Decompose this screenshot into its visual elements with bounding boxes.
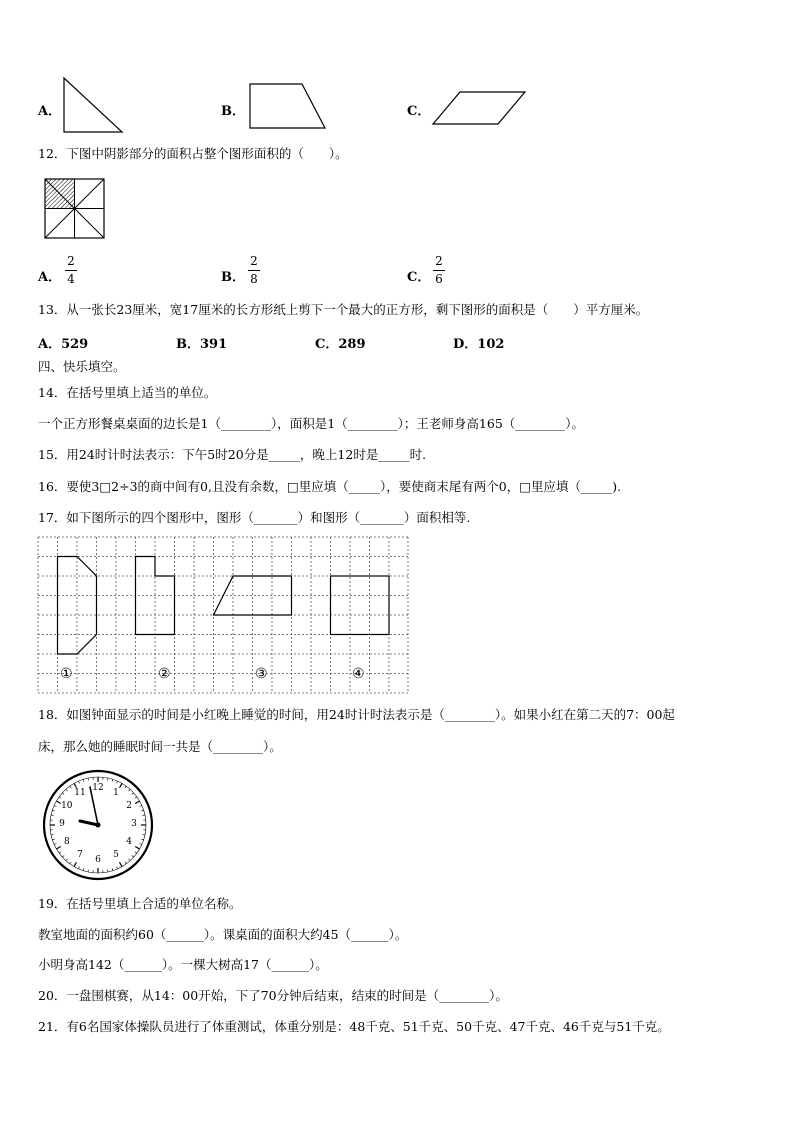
- clock-numeral: 11: [74, 787, 86, 798]
- shape-label-3: ③: [255, 666, 268, 682]
- clock-numeral: 7: [77, 850, 83, 861]
- right-triangle-shape: [62, 76, 124, 134]
- parallelogram-shape: [432, 90, 527, 126]
- shape-label-1: ①: [60, 666, 73, 682]
- question-15: 15．用24时计时法表示：下午5时20分是_____，晚上12时是_____时.: [38, 447, 427, 462]
- question-21: 21．有6名国家体操队员进行了体重测试，体重分别是：48千克、51千克、50千克、47千克、46千克与51千克。: [38, 1019, 670, 1034]
- shape-label-4: ④: [352, 666, 365, 682]
- option-b-label: B．: [221, 104, 245, 119]
- question-14-stem: 14．在括号里填上适当的单位。: [38, 385, 217, 400]
- fraction-c-numerator: 2: [435, 254, 443, 268]
- question-14-line: 一个正方形餐桌桌面的边长是1（________），面积是1（________）；王老师身高165（________）。: [38, 416, 585, 431]
- clock-numeral: 2: [126, 801, 133, 811]
- question-19-line-1: 教室地面的面积约60（______）。课桌面的面积大约45（______）。: [38, 927, 408, 942]
- fraction-b-denominator: 8: [250, 272, 258, 286]
- question-20: 20．一盘围棋赛，从14：00开始，下了70分钟后结束，结束的时间是（________）。: [38, 988, 508, 1003]
- clock-numeral: 3: [131, 819, 137, 829]
- fraction-c-denominator: 6: [435, 272, 443, 286]
- option-a-label: A．: [38, 104, 62, 119]
- q13-option-b: B．391: [176, 337, 228, 352]
- clock-numeral: 1: [113, 787, 119, 798]
- clock-face: [42, 769, 154, 881]
- square-octant-figure: [44, 178, 106, 240]
- shape-label-2: ②: [158, 666, 171, 682]
- clock-numeral: 10: [61, 801, 73, 811]
- clock-numeral: 5: [113, 850, 119, 861]
- trapezoid-shape: [248, 82, 328, 130]
- question-13-stem: 13．从一张长23厘米，宽17厘米的长方形纸上剪下一个最大的正方形，剩下图形的面积是（ ）平方厘米。: [38, 302, 649, 317]
- question-12-stem: 12．下图中阴影部分的面积占整个图形面积的（ ）。: [38, 146, 348, 161]
- fraction-b: [247, 255, 261, 286]
- clock-numeral: 6: [95, 855, 101, 865]
- q12-option-c-label: C．: [407, 270, 431, 285]
- fraction-b-numerator: 2: [250, 254, 258, 268]
- q13-option-c: C．289: [315, 337, 366, 352]
- fraction-c: [432, 255, 446, 286]
- clock-numeral: 8: [63, 837, 70, 847]
- q13-option-a: A．529: [38, 337, 89, 352]
- fraction-a-numerator: 2: [67, 254, 75, 268]
- shape-4: [331, 576, 390, 635]
- question-19-line-2: 小明身高142（______）。一棵大树高17（______）。: [38, 957, 328, 972]
- clock-numeral: 4: [126, 837, 133, 847]
- clock-numeral: 12: [92, 783, 104, 793]
- fraction-a-denominator: 4: [67, 272, 75, 286]
- question-16: 16．要使3□2÷3的商中间有0,且没有余数，□里应填（_____），要使商末尾有两个0，□里应填（_____).: [38, 479, 622, 494]
- question-18-line-1: 18．如图钟面显示的时间是小红晚上睡觉的时间，用24时计时法表示是（________）。如果小红在第二天的7：00起: [38, 707, 675, 722]
- q12-option-a-label: A．: [38, 270, 62, 285]
- option-c-label: C．: [407, 104, 431, 119]
- section-4-heading: 四、快乐填空。: [38, 359, 126, 374]
- question-19-stem: 19．在括号里填上合适的单位名称。: [38, 896, 242, 911]
- fraction-a: [64, 255, 78, 286]
- q13-option-d: D．102: [453, 337, 505, 352]
- question-17-stem: 17．如下图所示的四个图形中，图形（_______）和图形（_______）面积相等.: [38, 510, 471, 525]
- clock-numeral: 9: [59, 819, 65, 829]
- q12-option-b-label: B．: [221, 270, 245, 285]
- question-18-line-2: 床，那么她的睡眠时间一共是（________）。: [38, 739, 282, 754]
